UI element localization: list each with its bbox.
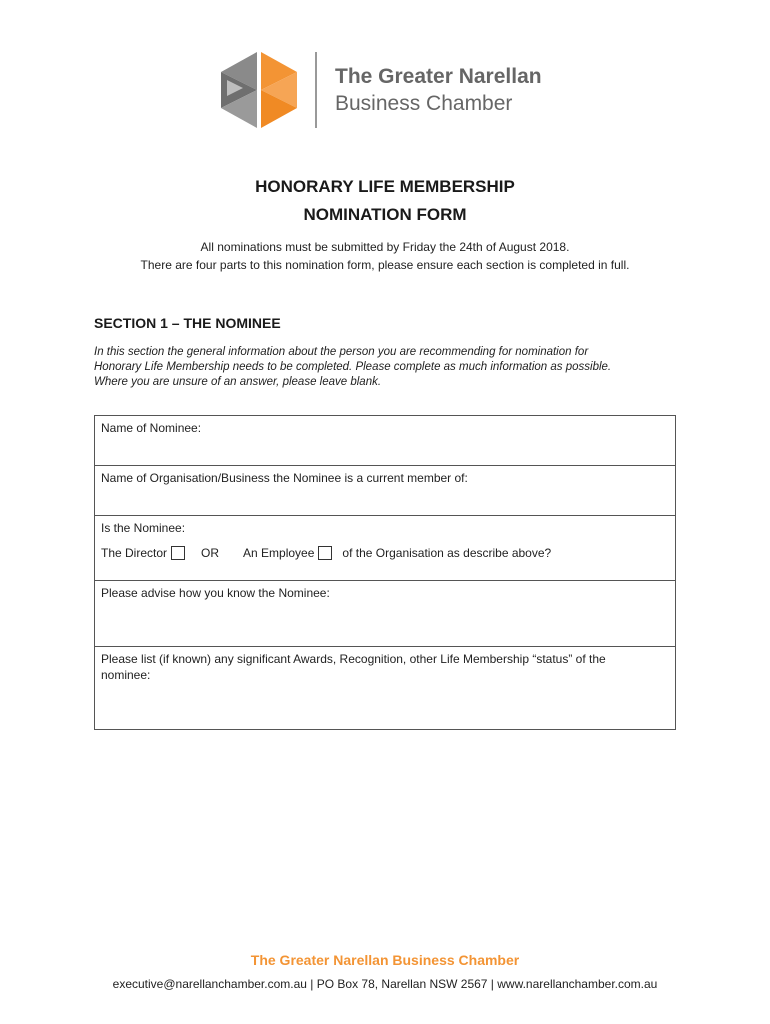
or-label: OR <box>201 546 220 560</box>
nominee-role-row <box>95 516 675 581</box>
section-1-description-line: Where you are unsure of an answer, please leave blank. <box>94 376 382 388</box>
logo-text-line1: The Greater Narellan <box>335 65 542 88</box>
how-know-field[interactable] <box>95 581 675 647</box>
intro-deadline: All nominations must be submitted by Friday the 24th of August 2018. <box>200 240 570 254</box>
nominee-role-choices <box>101 546 669 560</box>
organisation-suffix-label: of the Organisation as describe above? <box>342 546 552 560</box>
logo-divider <box>315 52 317 128</box>
director-label: The Director <box>101 546 168 560</box>
section-1-description-line: Honorary Life Membership needs to be completed. Please complete as much information as possible. <box>94 361 612 373</box>
awards-label-line2: nominee: <box>101 668 151 682</box>
awards-label-line1: Please list (if known) any significant Awards, Recognition, other Life Membership “status” of the <box>101 652 606 666</box>
footer-title: The Greater Narellan Business Chamber <box>250 952 520 968</box>
section-1-description-line: In this section the general information about the person you are recommending for nomination for <box>94 346 589 358</box>
intro-instructions: There are four parts to this nomination form, please ensure each section is completed in full. <box>140 258 630 272</box>
nominee-name-label: Name of Nominee: <box>101 421 202 435</box>
chamber-logo <box>219 50 559 132</box>
section-1-description <box>94 345 694 390</box>
director-checkbox[interactable] <box>171 546 185 560</box>
footer-contact: executive@narellanchamber.com.au | PO Box 78, Narellan NSW 2567 | www.narellanchamber.com.au <box>112 977 658 991</box>
form-title-line1: HONORARY LIFE MEMBERSHIP <box>255 177 515 196</box>
hexagon-logo-icon <box>219 50 299 130</box>
nominee-name-field[interactable] <box>95 416 675 466</box>
logo-text-line2: Business Chamber <box>335 92 513 115</box>
employee-checkbox[interactable] <box>318 546 332 560</box>
organisation-label: Name of Organisation/Business the Nominee is a current member of: <box>101 471 468 485</box>
nominee-form-table <box>94 415 676 730</box>
awards-field[interactable] <box>95 647 675 729</box>
employee-label: An Employee <box>243 546 315 560</box>
organisation-field[interactable] <box>95 466 675 516</box>
nominee-role-label: Is the Nominee: <box>101 521 186 535</box>
how-know-label: Please advise how you know the Nominee: <box>101 586 330 600</box>
section-1-heading: SECTION 1 – THE NOMINEE <box>94 315 281 331</box>
form-title-line2: NOMINATION FORM <box>303 205 467 224</box>
